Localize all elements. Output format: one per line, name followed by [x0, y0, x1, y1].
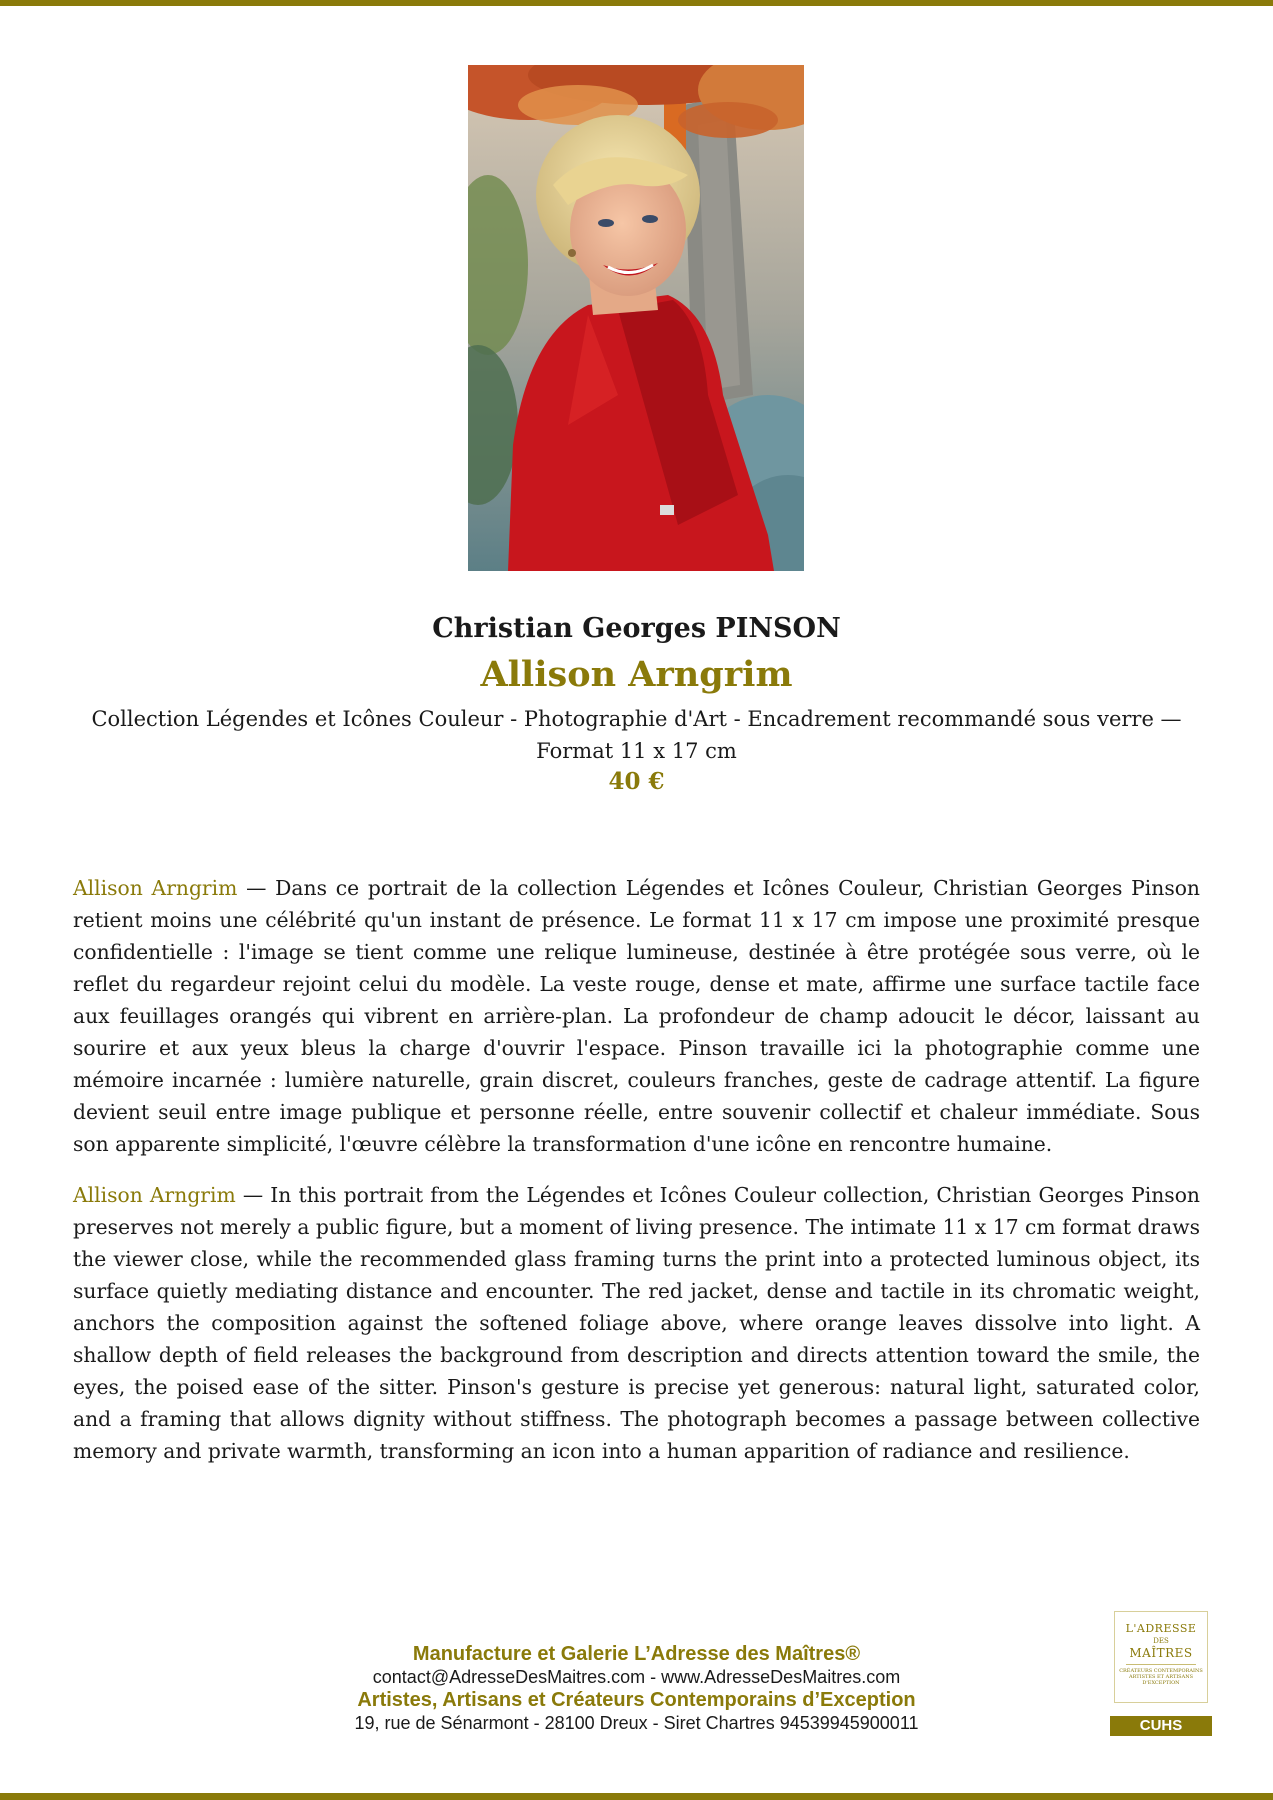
logo-line-3: MAÎTRES: [1129, 1646, 1193, 1660]
footer-address: 19, rue de Sénarmont - 28100 Dreux - Siret Chartres 94539945900011: [354, 1713, 919, 1733]
description-english: [73, 1179, 1200, 1467]
gallery-logo: [1114, 1611, 1208, 1703]
description-english-lead: Allison Arngrim: [73, 1183, 236, 1207]
description-french-lead: Allison Arngrim: [73, 876, 238, 900]
description-french: [73, 872, 1200, 1160]
logo-line-4: CRÉATEURS CONTEMPORAINS ARTISTES ET ARTISANS D'EXCEPTION: [1119, 1668, 1203, 1686]
footer-gallery-name: Manufacture et Galerie L’Adresse des Maîtres®: [412, 1643, 861, 1665]
footer-tagline: Artistes, Artisans et Créateurs Contemporains d’Exception: [357, 1689, 916, 1711]
logo-divider: [1126, 1664, 1196, 1665]
description-english-text: — In this portrait from the Légendes et Icônes Couleur collection, Christian Georges Pinson preserves not merely a public figure, but a moment of living presence. The intimate 11 x 17 cm format draws the viewer close, while the recommended glass framing turns the print into a protected luminous object, its surface quietly mediating distance and encounter. The red jacket, dense and tactile in its chromatic weight, anchors the composition against the softened foliage above, where orange leaves dissolve into light. A shallow depth of field releases the background from description and directs attention toward the smile, the eyes, the poised ease of the sitter. Pinson's gesture is precise yet generous: natural light, saturated color, and a framing that allows dignity without stiffness. The photograph becomes a passage between collective memory and private warmth, transforming an icon into a human apparition of radiance and resilience.: [73, 1183, 1200, 1463]
bottom-rule: [0, 1793, 1273, 1800]
portrait-photo: [468, 65, 804, 571]
top-rule: [0, 0, 1273, 6]
artwork-subtitle: Collection Légendes et Icônes Couleur - Photographie d'Art - Encadrement recommandé sous verre — Format 11 x 17 cm: [91, 707, 1182, 763]
footer-contact: contact@AdresseDesMaitres.com - www.AdresseDesMaitres.com: [372, 1667, 901, 1687]
footer: [0, 1642, 1273, 1734]
artwork-price: 40 €: [608, 768, 665, 795]
artwork-title: Allison Arngrim: [480, 654, 793, 695]
logo-line-1: L'ADRESSE: [1125, 1622, 1197, 1635]
artist-name: Christian Georges PINSON: [432, 613, 841, 644]
logo-badge: CUHS: [1110, 1716, 1212, 1736]
logo-line-2: DES: [1153, 1637, 1169, 1645]
description-french-text: — Dans ce portrait de la collection Légendes et Icônes Couleur, Christian Georges Pinson retient moins une célébrité qu'un instant de présence. Le format 11 x 17 cm impose une proximité presque confidentielle : l'image se tient comme une relique lumineuse, destinée à être protégée sous verre, où le reflet du regardeur rejoint celui du modèle. La veste rouge, dense et mate, affirme une surface tactile face aux feuillages orangés qui vibrent en arrière-plan. La profondeur de champ adoucit le décor, laissant au sourire et aux yeux bleus la charge d'ouvrir l'espace. Pinson travaille ici la photographie comme une mémoire incarnée : lumière naturelle, grain discret, couleurs franches, geste de cadrage attentif. La figure devient seuil entre image publique et personne réelle, entre souvenir collectif et chaleur immédiate. Sous son apparente simplicité, l'œuvre célèbre la transformation d'une icône en rencontre humaine.: [73, 876, 1200, 1156]
